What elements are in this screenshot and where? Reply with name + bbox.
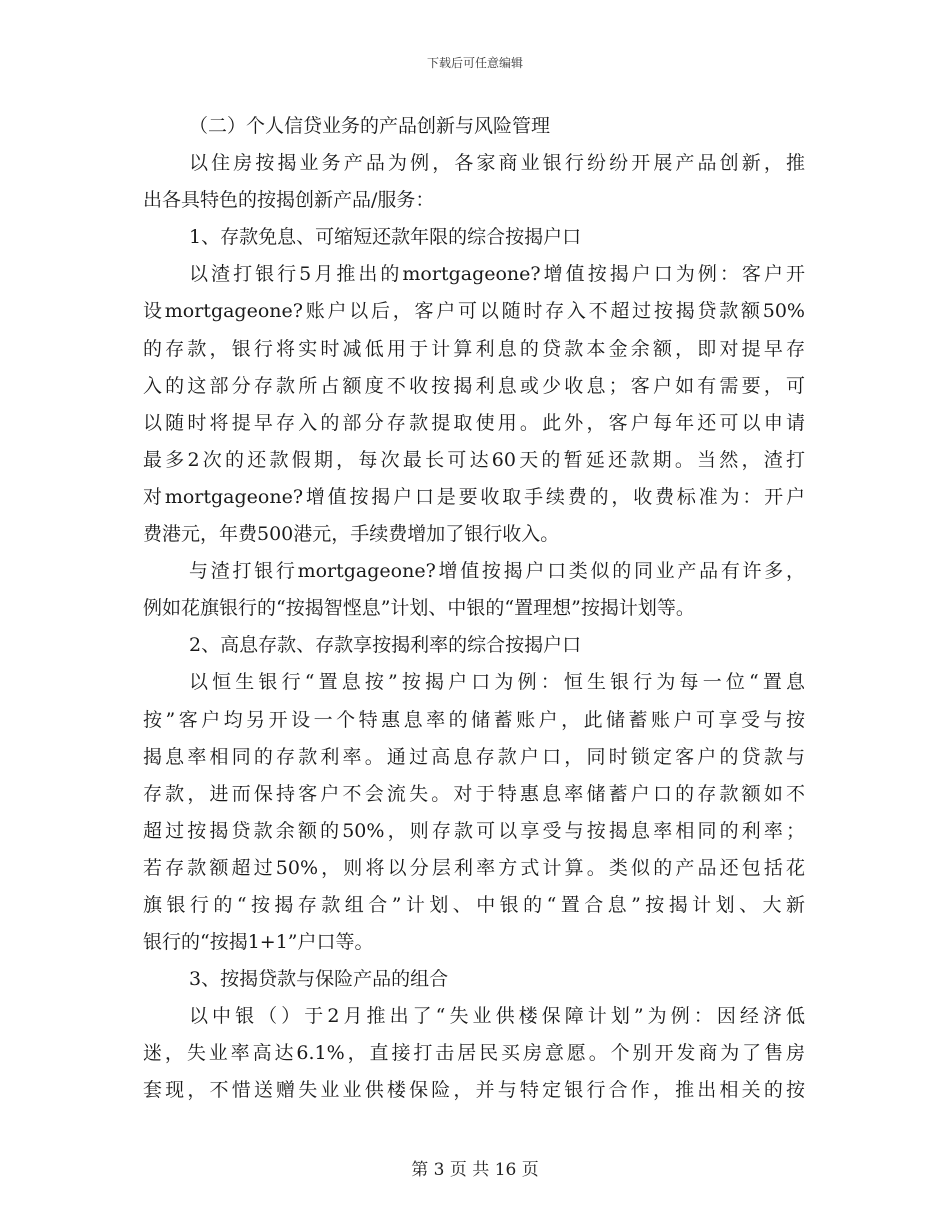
- paragraph-line: 按”客户均另开设一个特惠息率的储蓄账户，此储蓄账户可享受与按: [143, 708, 805, 731]
- paragraph-line: 以随时将提早存入的部分存款提取使用。此外，客户每年还可以申请: [143, 411, 805, 434]
- paragraph-line: 以渣打银行5月推出的mortgageone?增值按揭户口为例：客户开: [189, 263, 805, 286]
- paragraph-line: 迷，失业率高达6.1%，直接打击居民买房意愿。个别开发商为了售房: [143, 1042, 805, 1065]
- paragraph-line: 揭息率相同的存款利率。通过高息存款户口，同时锁定客户的贷款与: [143, 745, 805, 768]
- paragraph-line: 旗银行的“按揭存款组合”计划、中银的“置合息”按揭计划、大新: [143, 893, 805, 916]
- paragraph-line: 最多2次的还款假期，每次最长可达60天的暂延还款期。当然，渣打: [143, 448, 805, 471]
- paragraph-line: 出各具特色的按揭创新产品/服务：: [143, 189, 435, 212]
- paragraph-line: 银行的“按揭1+1”户口等。: [143, 931, 374, 954]
- paragraph-line: 费港元，年费500港元，手续费增加了银行收入。: [143, 523, 560, 546]
- page-header-note: 下载后可任意编辑: [426, 56, 523, 70]
- paragraph-line: 入的这部分存款所占额度不收按揭利息或少收息；客户如有需要，可: [143, 374, 805, 397]
- subheading: 1、存款免息、可缩短还款年限的综合按揭户口: [189, 226, 582, 249]
- paragraph-line: 以住房按揭业务产品为例，各家商业银行纷纷开展产品创新，推: [189, 152, 805, 175]
- page-footer-number: 第 3 页 共 16 页: [411, 1160, 539, 1180]
- subheading: 2、高息存款、存款享按揭利率的综合按揭户口: [189, 634, 582, 657]
- document-body: [143, 108, 805, 1110]
- paragraph-line: 的存款，银行将实时减低用于计算利息的贷款本金余额，即对提早存: [143, 337, 805, 360]
- paragraph-line: 与渣打银行mortgageone?增值按揭户口类似的同业产品有许多，: [189, 560, 805, 583]
- paragraph-line: 对mortgageone?增值按揭户口是要收取手续费的，收费标准为：开户: [143, 485, 805, 508]
- paragraph-line: 设mortgageone?账户以后，客户可以随时存入不超过按揭贷款额50%: [143, 300, 805, 323]
- paragraph-line: 套现，不惜送赠失业业供楼保险，并与特定银行合作，推出相关的按: [143, 1079, 805, 1102]
- section-heading: （二）个人信贷业务的产品创新与风险管理: [189, 115, 551, 137]
- paragraph-line: 超过按揭贷款余额的50%，则存款可以享受与按揭息率相同的利率；: [143, 819, 805, 842]
- paragraph-line: 以中银（）于2月推出了“失业供楼保障计划”为例：因经济低: [189, 1005, 805, 1028]
- paragraph-line: 例如花旗银行的“按揭智悭息”计划、中银的“置理想”按揭计划等。: [143, 597, 695, 620]
- paragraph-line: 存款，进而保持客户不会流失。对于特惠息率储蓄户口的存款额如不: [143, 782, 805, 805]
- subheading: 3、按揭贷款与保险产品的组合: [189, 968, 449, 991]
- paragraph-line: 以恒生银行“置息按”按揭户口为例：恒生银行为每一位“置息: [189, 671, 805, 694]
- paragraph-line: 若存款额超过50%，则将以分层利率方式计算。类似的产品还包括花: [143, 856, 805, 879]
